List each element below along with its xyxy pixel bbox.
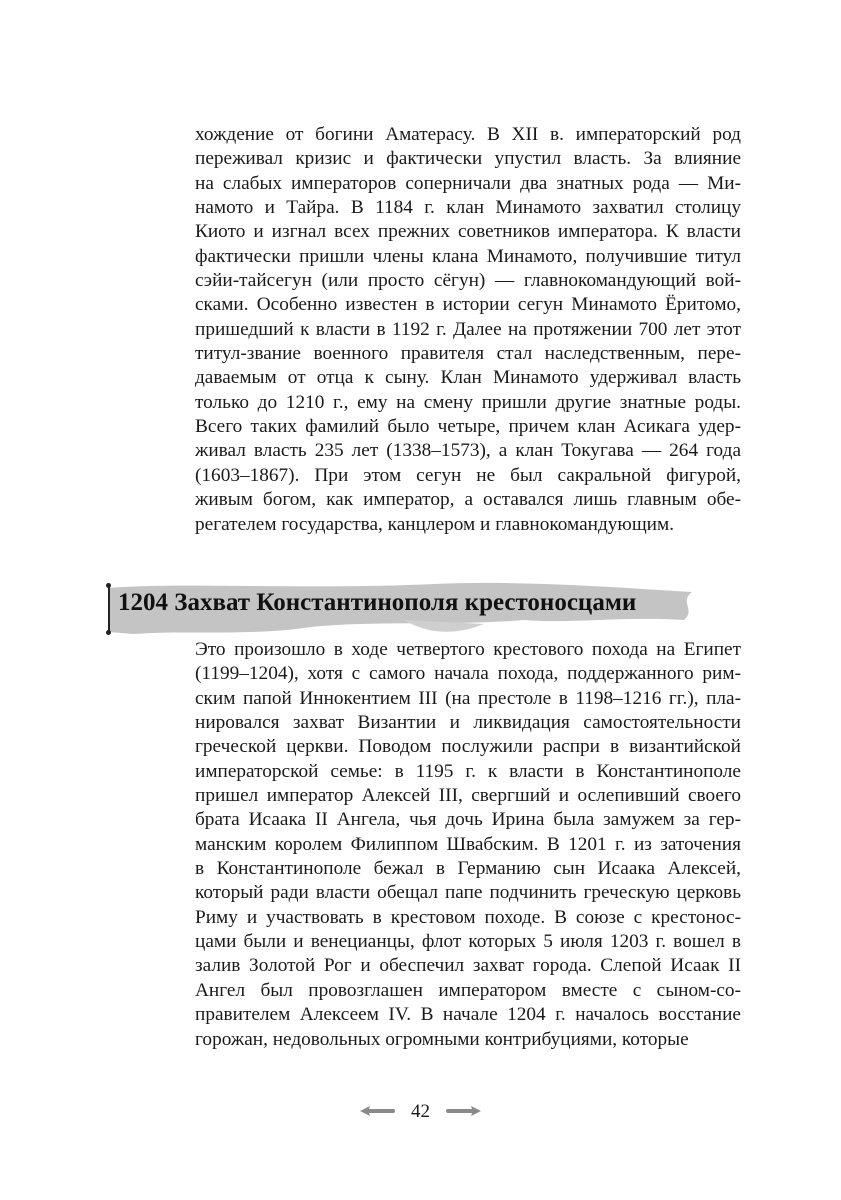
text-line: фактически пришли члены клана Минамото, получившие титул (195, 245, 741, 267)
text-line: переживал кризис и фактически упустил власть. За влияние (195, 148, 741, 170)
text-line: цами были и венецианцы, флот которых 5 июля 1203 г. вошел в (195, 931, 741, 953)
paragraph-constantinople (195, 638, 741, 1052)
text-line: в Константинополе бежал в Германию сын Исаака Алексей, (195, 858, 741, 880)
section-heading: 1204 Захват Константинополя крестоносцами (118, 589, 637, 616)
rule-dot-top (106, 583, 111, 588)
text-line: (1199–1204), хотя с самого начала похода, поддержанного рим- (195, 663, 741, 685)
text-line: пришедший к власти в 1192 г. Далее на протяжении 700 лет этот (195, 318, 741, 340)
text-line: нировался захват Византии и ликвидация самостоятельности (195, 712, 741, 734)
text-line: на слабых императоров соперничали два знатных рода — Ми- (195, 172, 741, 194)
text-line: намото и Тайра. В 1184 г. клан Минамото захватил столицу (195, 197, 741, 219)
text-line: брата Исаака II Ангела, чья дочь Ирина была замужем за гер- (195, 809, 741, 831)
text-line: горожан, недовольных огромными контрибуциями, которые (195, 1028, 689, 1050)
text-line: манским королем Филиппом Швабским. В 1201 г. из заточения (195, 833, 741, 855)
text-line: Это произошло в ходе четвертого крестового похода на Египет (195, 639, 741, 660)
text-line: императорской семье: в 1195 г. к власти в Константинополе (195, 760, 741, 782)
right-arrow-ornament-icon (445, 1101, 481, 1123)
text-line: титул-звание военного правителя стал наследственным, пере- (195, 343, 741, 365)
text-line: ским папой Иннокентием III (на престоле в 1198–1216 гг.), пла- (195, 687, 741, 709)
text-line: сэйи-тайсегун (или просто сёгун) — главнокомандующий вой- (195, 270, 741, 292)
text-line: сками. Особенно известен в истории сегун Минамото Ёритомо, (195, 294, 741, 316)
text-line: Ангел был провозглашен императором вместе с сыном-со- (195, 979, 741, 1001)
text-line: Риму и участвовать в крестовом походе. В союзе с крестонос- (195, 906, 741, 928)
rule-dot-bottom (106, 630, 111, 635)
text-line: залив Золотой Рог и обеспечил захват города. Слепой Исаак II (195, 955, 741, 977)
text-line: (1603–1867). При этом сегун не был сакральной фигурой, (195, 464, 741, 486)
text-line: живым богом, как император, а оставался лишь главным обе- (195, 489, 741, 511)
text-line: регателем государства, канцлером и главнокомандующим. (195, 513, 675, 535)
heading-rule (108, 585, 110, 633)
page-number: 42 (411, 1100, 430, 1122)
left-arrow-ornament-icon (360, 1101, 396, 1123)
text-line: живал власть 235 лет (1338–1573), а клан Токугава — 264 года (195, 440, 741, 462)
page-footer (0, 1100, 841, 1123)
text-line: Всего таких фамилий было четыре, причем клан Асикага удер- (195, 416, 741, 438)
text-line: пришел император Алексей III, свергший и ослепивший своего (195, 785, 741, 807)
text-line: Киото и изгнал всех прежних советников императора. К власти (195, 221, 741, 243)
text-line: правителем Алексеем IV. В начале 1204 г. началось восстание (195, 1004, 741, 1026)
text-line: только до 1210 г., ему на смену пришли другие знатные роды. (195, 391, 741, 413)
text-line: греческой церкви. Поводом послужили распри в византийской (195, 736, 741, 758)
text-line: хождение от богини Аматерасу. В XII в. императорский род (195, 124, 741, 145)
paragraph-shogunate (195, 123, 741, 537)
text-line: даваемым от отца к сыну. Клан Минамото удерживал власть (195, 367, 741, 389)
text-line: который ради власти обещал папе подчинить греческую церковь (195, 882, 741, 904)
